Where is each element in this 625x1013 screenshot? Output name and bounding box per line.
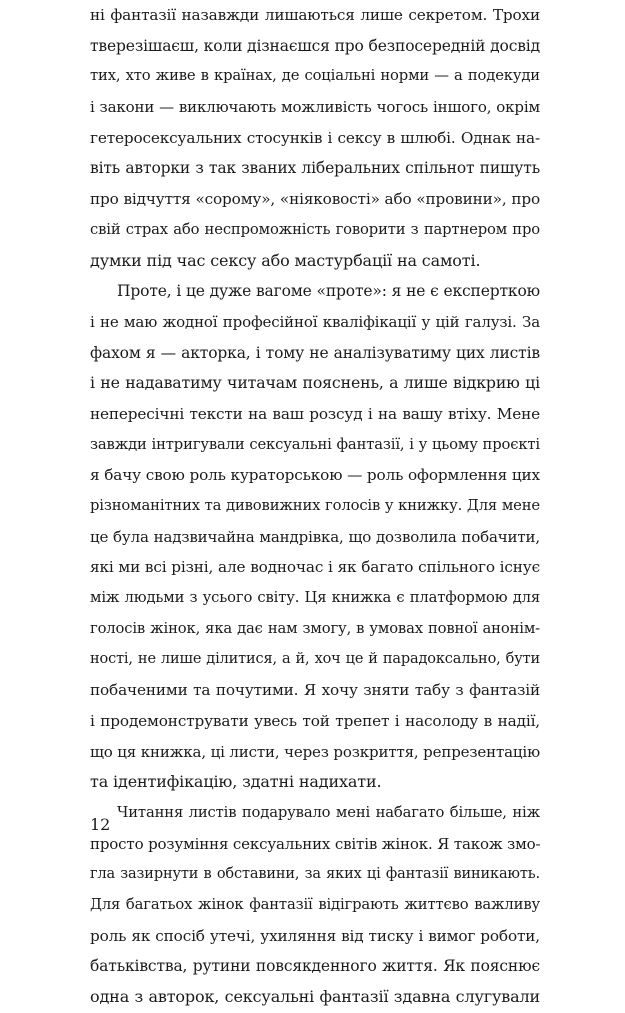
paragraph-reading-letters bbox=[90, 798, 540, 1013]
text-line: тих, хто живе в країнах, де соціальні норми — а подекуди bbox=[90, 67, 540, 85]
text-line: віть авторки з так званих ліберальних спільнот пишуть bbox=[90, 159, 540, 178]
text-line: голосів жінок, яка дає нам змогу, в умовах повної анонім- bbox=[90, 619, 540, 637]
text-line: гла зазирнути в обставини, за яких ці фантазії виникають. bbox=[90, 866, 540, 883]
text-line: одна з авторок, сексуальні фантазії здавна слугували bbox=[90, 987, 540, 1006]
text-line: різноманітних та дивовижних голосів у книжку. Для мене bbox=[90, 497, 540, 514]
text-line: Для багатьох жінок фантазії відіграють життєво важливу bbox=[90, 895, 540, 913]
text-line: які ми всі різні, але водночас і як багато спільного існує bbox=[90, 558, 540, 577]
text-line: ності, не лише ділитися, а й, хоч це й парадоксально, бути bbox=[90, 651, 540, 668]
page-number: 12 bbox=[90, 815, 111, 834]
text-line: роль як спосіб утечі, ухиляння від тиску і вимог роботи, bbox=[90, 926, 540, 945]
paragraph-however bbox=[90, 276, 540, 798]
text-line: свій страх або неспроможність говорити з партнером про bbox=[90, 220, 540, 238]
text-line: це була надзвичайна мандрівка, що дозволила побачити, bbox=[90, 527, 540, 546]
text-line: просто розуміння сексуальних світів жінок. Я також змо- bbox=[90, 834, 541, 853]
text-line: і не маю жодної професійної кваліфікації у цій галузі. За bbox=[90, 312, 540, 331]
text-line: фахом я — акторка, і тому не аналізуватиму цих листів bbox=[90, 343, 540, 362]
text-line: Читання листів подарувало мені набагато більше, ніж bbox=[117, 803, 540, 821]
page-body bbox=[90, 0, 540, 1013]
paragraph-continuation bbox=[90, 0, 540, 276]
text-line: батьківства, рутини повсякденного життя. Як пояснює bbox=[90, 957, 540, 976]
text-line: завжди інтригували сексуальні фантазії, і у цьому проєкті bbox=[90, 435, 540, 453]
text-line: і не надаватиму читачам пояснень, а лише відкрию ці bbox=[90, 373, 540, 393]
text-line: гетеросексуальних стосунків і сексу в шлюбі. Однак на- bbox=[90, 128, 540, 147]
text-line: я бачу свою роль кураторською — роль оформлення цих bbox=[90, 466, 540, 485]
text-line: і продемонструвати увесь той трепет і насолоду в надії, bbox=[90, 711, 540, 730]
text-line: непересічні тексти на ваш розсуд і на вашу втіху. Мене bbox=[90, 404, 540, 423]
text-line: що ця книжка, ці листи, через розкриття, репрезентацію bbox=[90, 742, 540, 761]
text-line: ні фантазії назавжди лишаються лише секретом. Трохи bbox=[90, 6, 540, 24]
text-line: Проте, і це дуже вагоме «проте»: я не є експерткою bbox=[117, 282, 540, 301]
text-line: тверезішаєш, коли дізнаєшся про безпосередній досвід bbox=[90, 36, 540, 55]
text-line: та ідентифікацію, здатні надихати. bbox=[90, 772, 382, 792]
text-line: між людьми з усього світу. Ця книжка є платформою для bbox=[90, 589, 540, 607]
text-line: про відчуття «сорому», «ніяковості» або «провини», про bbox=[90, 190, 540, 209]
text-line: і закони — виключають можливість чогось іншого, окрім bbox=[90, 98, 540, 117]
text-line: побаченими та почутими. Я хочу зняти табу з фантазій bbox=[90, 681, 540, 700]
text-line: думки під час сексу або мастурбації на самоті. bbox=[90, 250, 481, 270]
